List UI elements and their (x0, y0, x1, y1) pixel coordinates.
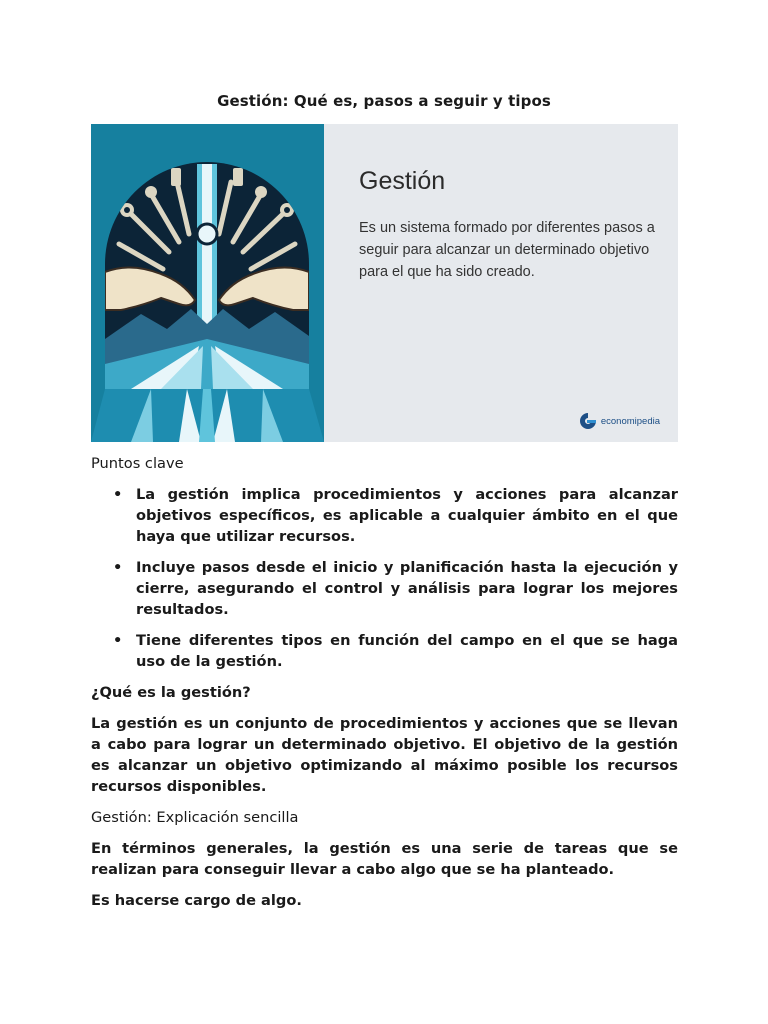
list-item-text: Tiene diferentes tipos en función del campo en el que se haga uso de la gestión. (136, 632, 678, 670)
bullet-icon: • (113, 486, 123, 503)
section-paragraph: En términos generales, la gestión es una serie de tareas que se realizan para conseguir llevar a cabo algo que se ha planteado. (91, 840, 678, 878)
hero-heading: Gestión (359, 167, 446, 195)
document-title: Gestión: Qué es, pasos a seguir y tipos (217, 92, 551, 110)
section-heading: Gestión: Explicación sencilla (91, 809, 299, 826)
hero-illustration (91, 124, 324, 442)
key-points-list (91, 484, 678, 672)
list-item (91, 484, 678, 547)
hands-tools-illustration-icon (91, 124, 324, 442)
brand-name: economipedia (600, 415, 660, 427)
section-heading: ¿Qué es la gestión? (91, 684, 251, 701)
section-paragraph: La gestión es un conjunto de procedimientos y acciones que se llevan a cabo para lograr un determinado objetivo. El objetivo de la gestión es alcanzar un objetivo optimizando al máximo posible los recursos recursos disponibles. (91, 715, 678, 795)
article-body (91, 453, 678, 921)
list-item-text: La gestión implica procedimientos y acciones para alcanzar objetivos específicos, es aplicable a cualquier ámbito en el que haya que utilizar recursos. (136, 486, 678, 545)
section-paragraph: Es hacerse cargo de algo. (91, 892, 302, 909)
bullet-icon: • (113, 559, 123, 576)
list-item (91, 557, 678, 620)
economipedia-logo-icon (579, 412, 597, 430)
list-item-text: Incluye pasos desde el inicio y planificación hasta la ejecución y cierre, asegurando el control y análisis para lograr los mejores resultados. (136, 559, 678, 618)
brand-logo (579, 412, 660, 430)
hero-description: Es un sistema formado por diferentes pasos a seguir para alcanzar un determinado objetivo para el que ha sido creado. (359, 220, 655, 280)
hero-image (91, 124, 678, 442)
key-points-heading: Puntos clave (91, 455, 184, 472)
list-item (91, 630, 678, 672)
bullet-icon: • (113, 632, 123, 649)
